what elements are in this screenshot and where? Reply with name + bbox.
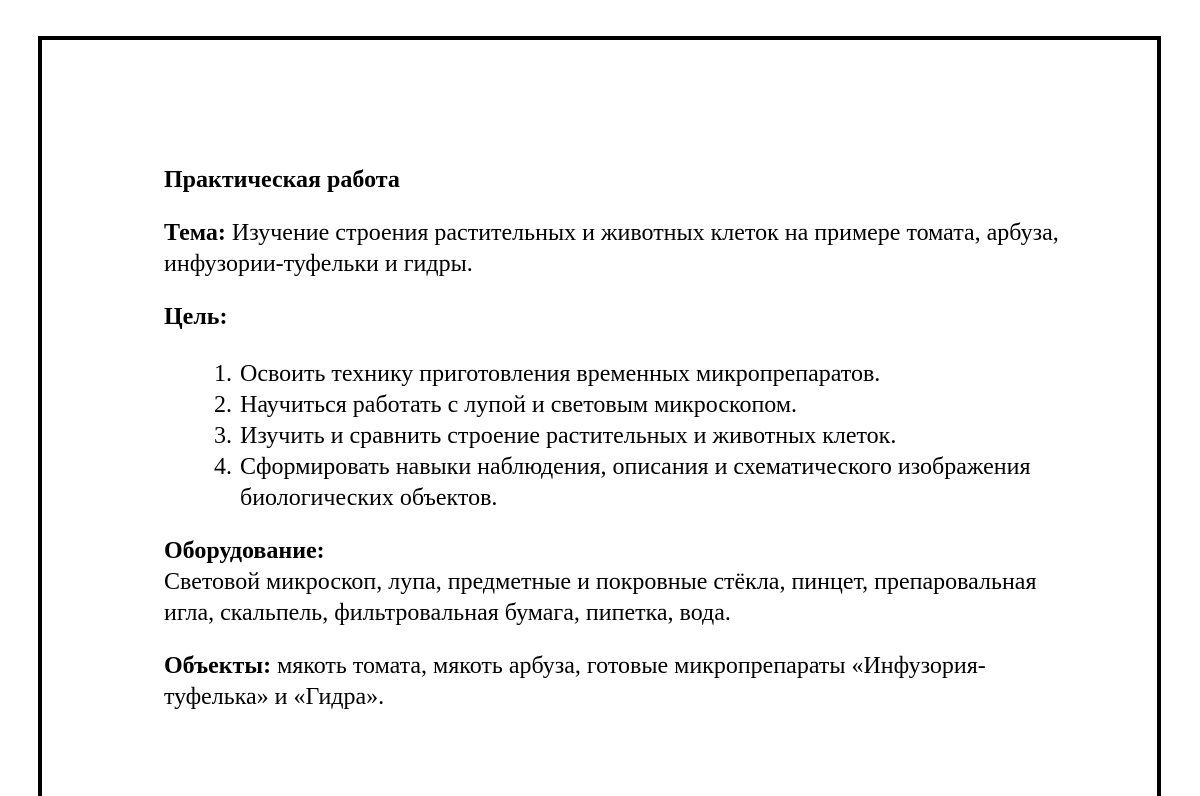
topic-label: Тема: — [164, 220, 226, 246]
goals-list — [164, 359, 1064, 514]
document-body — [164, 165, 1064, 713]
objects-paragraph — [164, 651, 1064, 713]
topic-paragraph — [164, 218, 1064, 280]
topic-text: Изучение строения растительных и животных клеток на примере томата, арбуза, инфузории-туфельки и гидры. — [164, 220, 1059, 277]
goal-item: 3. Изучить и сравнить строение растительных и животных клеток. — [238, 421, 1064, 452]
equipment-text: Световой микроскоп, лупа, предметные и покровные стёкла, пинцет, препаровальная игла, скальпель, фильтровальная бумага, пипетка, вода. — [164, 569, 1037, 626]
objects-label: Объекты: — [164, 653, 272, 679]
goal-item: 2. Научиться работать с лупой и световым микроскопом. — [238, 390, 1064, 421]
objects-text: мякоть томата, мякоть арбуза, готовые микропрепараты «Инфузория-туфелька» и «Гидра». — [164, 653, 986, 710]
document-title: Практическая работа — [164, 167, 400, 193]
equipment-section — [164, 536, 1064, 629]
goal-heading: Цель: — [164, 304, 228, 330]
goal-item: 4. Сформировать навыки наблюдения, описания и схематического изображения биологических объектов. — [238, 452, 1064, 514]
equipment-label: Оборудование: — [164, 538, 325, 564]
goal-item: 1. Освоить технику приготовления временных микропрепаратов. — [238, 359, 1064, 390]
